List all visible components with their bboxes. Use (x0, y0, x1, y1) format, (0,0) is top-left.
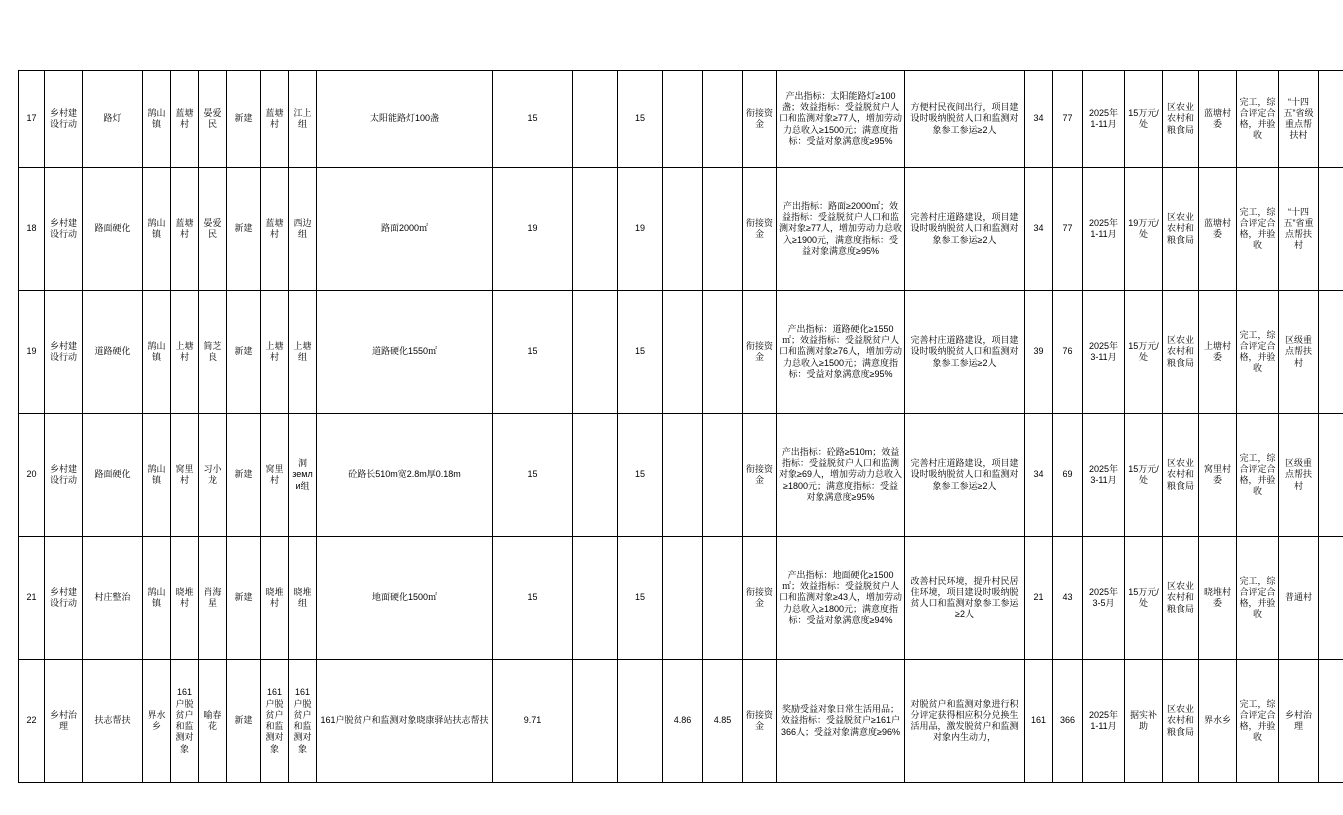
cell-total: 19 (493, 168, 573, 291)
cell-remark: 区级重点帮扶村 (1279, 291, 1319, 414)
cell-nature: 新建 (227, 71, 261, 168)
cell-dept: 区农业农村和粮食局 (1163, 537, 1199, 660)
cell-unit: 界水乡 (1199, 660, 1237, 783)
cell-fund-b (618, 660, 663, 783)
cell-project: 扶志帮扶 (83, 660, 143, 783)
cell-acceptance: 完工，综合评定合格，并验收 (1237, 537, 1279, 660)
cell-village: 上塘村 (171, 291, 199, 414)
cell-fund-c (663, 71, 703, 168)
cell-standard: 15万元/处 (1125, 414, 1163, 537)
table-row (19, 660, 1343, 783)
cell-fund-use: 衔接资金 (743, 660, 777, 783)
cell-fund-a (573, 414, 618, 537)
cell-fund-d (703, 537, 743, 660)
cell-fund-c: 4.86 (663, 660, 703, 783)
cell-village: 窝里村 (171, 414, 199, 537)
cell-seq: 21 (19, 537, 45, 660)
cell-total: 15 (493, 414, 573, 537)
cell-extra (1319, 414, 1343, 537)
cell-time: 2025年1-11月 (1083, 660, 1125, 783)
cell-acceptance: 完工，综合评定合格，并验收 (1237, 71, 1279, 168)
cell-content: 砼路长510m宽2.8m厚0.18m (317, 414, 493, 537)
cell-fund-a (573, 291, 618, 414)
cell-fund-c (663, 291, 703, 414)
cell-unit: 窝里村委 (1199, 414, 1237, 537)
cell-seq: 19 (19, 291, 45, 414)
cell-mechanism: 对脱贫户和监测对象进行积分评定获得相应积分兑换生活用品，激发脱贫户和监测对象内生动力， (905, 660, 1025, 783)
cell-fund-d (703, 168, 743, 291)
cell-extra (1319, 537, 1343, 660)
table-row (19, 414, 1343, 537)
cell-people: 76 (1053, 291, 1083, 414)
cell-project: 路面硬化 (83, 168, 143, 291)
cell-households: 34 (1025, 71, 1053, 168)
table-row (19, 71, 1343, 168)
cell-dept: 区农业农村和粮食局 (1163, 414, 1199, 537)
cell-standard: 据实补助 (1125, 660, 1163, 783)
cell-remark: 普通村 (1279, 537, 1319, 660)
cell-fund-b: 15 (618, 537, 663, 660)
cell-dept: 区农业农村和粮食局 (1163, 168, 1199, 291)
cell-fund-a (573, 168, 618, 291)
cell-fund-a (573, 71, 618, 168)
cell-households: 34 (1025, 168, 1053, 291)
cell-unit: 蓝塘村委 (1199, 71, 1237, 168)
cell-acceptance: 完工，综合评定合格，并验收 (1237, 168, 1279, 291)
cell-village: 晓堆村 (171, 537, 199, 660)
cell-site-group: 西边组 (289, 168, 317, 291)
cell-mechanism: 完善村庄道路建设，项目建设时吸纳脱贫人口和监测对象参工参运≥2人 (905, 291, 1025, 414)
cell-unit: 晓堆村委 (1199, 537, 1237, 660)
cell-site-village: 蓝塘村 (261, 168, 289, 291)
cell-category: 乡村建设行动 (45, 71, 83, 168)
cell-town: 鹄山镇 (143, 71, 171, 168)
cell-mechanism: 方便村民夜间出行，项目建设时吸纳脱贫人口和监测对象参工参运≥2人 (905, 71, 1025, 168)
cell-project: 路灯 (83, 71, 143, 168)
cell-town: 鹄山镇 (143, 168, 171, 291)
cell-site-village: 161户脱贫户和监测对象 (261, 660, 289, 783)
cell-fund-use: 衔接资金 (743, 291, 777, 414)
cell-performance: 产出指标：太阳能路灯≥100盏；效益指标：受益脱贫户人口和监测对象≥77人，增加劳动力总收入≥1500元；满意度指标：受益对象满意度≥95% (777, 71, 905, 168)
cell-households: 39 (1025, 291, 1053, 414)
cell-performance: 产出指标：道路硬化≥1550㎡；效益指标：受益脱贫户人口和监测对象≥76人，增加劳动力总收入≥1500元；满意度指标：受益对象满意度≥95% (777, 291, 905, 414)
cell-performance: 产出指标：砼路≥510m；效益指标：受益脱贫户人口和监测对象≥69人，增加劳动力总收入≥1800元；满意度指标：受益对象满意度≥95% (777, 414, 905, 537)
cell-content: 道路硬化1550㎡ (317, 291, 493, 414)
cell-fund-b: 15 (618, 414, 663, 537)
cell-fund-use: 衔接资金 (743, 71, 777, 168)
cell-households: 34 (1025, 414, 1053, 537)
cell-standard: 15万元/处 (1125, 537, 1163, 660)
cell-content: 路面2000㎡ (317, 168, 493, 291)
cell-project: 村庄整治 (83, 537, 143, 660)
cell-site-group: 161户脱贫户和监测对象 (289, 660, 317, 783)
cell-extra (1319, 71, 1343, 168)
cell-extra (1319, 291, 1343, 414)
cell-total: 15 (493, 537, 573, 660)
cell-mechanism: 完善村庄道路建设，项目建设时吸纳脱贫人口和监测对象参工参运≥2人 (905, 168, 1025, 291)
table-body (19, 71, 1343, 783)
table-row (19, 291, 1343, 414)
cell-people: 77 (1053, 71, 1083, 168)
cell-leader: 晏爱民 (199, 168, 227, 291)
cell-nature: 新建 (227, 414, 261, 537)
cell-content: 161户脱贫户和监测对象晓康驿站扶志帮扶 (317, 660, 493, 783)
cell-mechanism: 改善村民环境，提升村民居住环境，项目建设时吸纳脱贫人口和监测对象参工参运≥2人 (905, 537, 1025, 660)
cell-fund-a (573, 537, 618, 660)
cell-fund-c (663, 537, 703, 660)
cell-mechanism: 完善村庄道路建设，项目建设时吸纳脱贫人口和监测对象参工参运≥2人 (905, 414, 1025, 537)
cell-standard: 15万元/处 (1125, 291, 1163, 414)
cell-leader: 习小龙 (199, 414, 227, 537)
cell-remark: “十四五”省级重点帮扶村 (1279, 71, 1319, 168)
cell-total: 15 (493, 291, 573, 414)
cell-dept: 区农业农村和粮食局 (1163, 660, 1199, 783)
cell-content: 地面硬化1500㎡ (317, 537, 493, 660)
cell-people: 366 (1053, 660, 1083, 783)
cell-households: 21 (1025, 537, 1053, 660)
cell-fund-b: 15 (618, 291, 663, 414)
cell-fund-d (703, 414, 743, 537)
cell-dept: 区农业农村和粮食局 (1163, 71, 1199, 168)
cell-category: 乡村建设行动 (45, 414, 83, 537)
cell-project: 道路硬化 (83, 291, 143, 414)
cell-nature: 新建 (227, 291, 261, 414)
cell-fund-b: 19 (618, 168, 663, 291)
cell-town: 鹄山镇 (143, 537, 171, 660)
cell-fund-d (703, 71, 743, 168)
cell-time: 2025年1-11月 (1083, 71, 1125, 168)
cell-seq: 18 (19, 168, 45, 291)
cell-performance: 产出指标：地面硬化≥1500㎡；效益指标：受益脱贫户人口和监测对象≥43人，增加劳动力总收入≥1800元；满意度指标：受益对象满意度≥94% (777, 537, 905, 660)
cell-remark: 区级重点帮扶村 (1279, 414, 1319, 537)
cell-seq: 17 (19, 71, 45, 168)
cell-content: 太阳能路灯100盏 (317, 71, 493, 168)
cell-nature: 新建 (227, 537, 261, 660)
cell-time: 2025年3-5月 (1083, 537, 1125, 660)
cell-extra (1319, 660, 1343, 783)
cell-category: 乡村治理 (45, 660, 83, 783)
cell-performance: 产出指标：路面≥2000㎡；效益指标：受益脱贫户人口和监测对象≥77人，增加劳动力总收入≥1900元，满意度指标：受益对象满意度≥95% (777, 168, 905, 291)
cell-extra (1319, 168, 1343, 291)
cell-total: 9.71 (493, 660, 573, 783)
cell-nature: 新建 (227, 660, 261, 783)
cell-fund-d (703, 291, 743, 414)
cell-leader: 晏爱民 (199, 71, 227, 168)
cell-dept: 区农业农村和粮食局 (1163, 291, 1199, 414)
cell-remark: “十四五”省重点帮扶村 (1279, 168, 1319, 291)
cell-acceptance: 完工，综合评定合格，并验收 (1237, 291, 1279, 414)
cell-performance: 奖励受益对象日常生活用品；效益指标：受益脱贫户≥161户366人；受益对象满意度≥96% (777, 660, 905, 783)
cell-fund-d: 4.85 (703, 660, 743, 783)
cell-village: 161户脱贫户和监测对象 (171, 660, 199, 783)
cell-category: 乡村建设行动 (45, 168, 83, 291)
project-table (18, 70, 1343, 783)
cell-site-village: 蓝塘村 (261, 71, 289, 168)
cell-unit: 上塘村委 (1199, 291, 1237, 414)
cell-fund-use: 衔接资金 (743, 168, 777, 291)
cell-people: 77 (1053, 168, 1083, 291)
cell-leader: 喻春花 (199, 660, 227, 783)
cell-standard: 19万元/处 (1125, 168, 1163, 291)
cell-fund-use: 衔接资金 (743, 414, 777, 537)
cell-acceptance: 完工，综合评定合格，并验收 (1237, 660, 1279, 783)
cell-people: 43 (1053, 537, 1083, 660)
cell-village: 蓝塘村 (171, 168, 199, 291)
cell-time: 2025年3-11月 (1083, 291, 1125, 414)
cell-fund-c (663, 414, 703, 537)
cell-total: 15 (493, 71, 573, 168)
cell-site-village: 窝里村 (261, 414, 289, 537)
cell-category: 乡村建设行动 (45, 537, 83, 660)
cell-time: 2025年3-11月 (1083, 414, 1125, 537)
cell-fund-a (573, 660, 618, 783)
cell-standard: 15万元/处 (1125, 71, 1163, 168)
cell-unit: 蓝塘村委 (1199, 168, 1237, 291)
cell-village: 蓝塘村 (171, 71, 199, 168)
cell-site-group: 上塘组 (289, 291, 317, 414)
table-row (19, 168, 1343, 291)
cell-acceptance: 完工，综合评定合格，并验收 (1237, 414, 1279, 537)
cell-category: 乡村建设行动 (45, 291, 83, 414)
cell-site-group: 洞земли组 (289, 414, 317, 537)
cell-leader: 简芝良 (199, 291, 227, 414)
table-row (19, 537, 1343, 660)
cell-fund-b: 15 (618, 71, 663, 168)
cell-fund-c (663, 168, 703, 291)
cell-town: 鹄山镇 (143, 291, 171, 414)
cell-seq: 20 (19, 414, 45, 537)
cell-site-group: 晓堆组 (289, 537, 317, 660)
cell-people: 69 (1053, 414, 1083, 537)
cell-town: 界水乡 (143, 660, 171, 783)
cell-town: 鹄山镇 (143, 414, 171, 537)
cell-remark: 乡村治理 (1279, 660, 1319, 783)
cell-leader: 肖海星 (199, 537, 227, 660)
cell-site-village: 晓堆村 (261, 537, 289, 660)
cell-time: 2025年1-11月 (1083, 168, 1125, 291)
cell-nature: 新建 (227, 168, 261, 291)
cell-site-village: 上塘村 (261, 291, 289, 414)
cell-site-group: 江上组 (289, 71, 317, 168)
cell-seq: 22 (19, 660, 45, 783)
cell-households: 161 (1025, 660, 1053, 783)
cell-fund-use: 衔接资金 (743, 537, 777, 660)
cell-project: 路面硬化 (83, 414, 143, 537)
